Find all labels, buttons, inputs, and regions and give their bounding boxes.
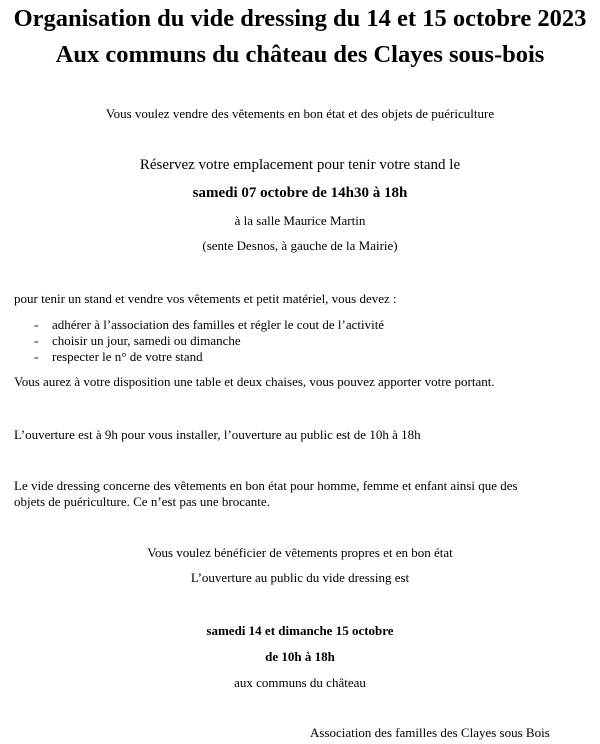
scope-text-line-2: objets de puériculture. Ce n’est pas une brocante.: [14, 494, 270, 509]
list-item-text: adhérer à l’association des familles et régler le cout de l’activité: [52, 317, 385, 332]
public-lead-2: L’ouverture au public du vide dressing est: [190, 570, 410, 585]
reservation-date: samedi 07 octobre de 14h30 à 18h: [192, 185, 408, 201]
bullet-dash: -: [34, 317, 39, 332]
signature: Association des familles des Clayes sous Bois: [310, 725, 550, 740]
bullet-dash: -: [34, 349, 39, 364]
title-line-2: Aux communs du château des Clayes sous-bois: [55, 41, 545, 68]
opening-hours-text: L’ouverture est à 9h pour vous installer, l’ouverture au public est de 10h à 18h: [14, 427, 421, 442]
scope-text-line-1: Le vide dressing concerne des vêtements en bon état pour homme, femme et enfant ainsi que des: [14, 478, 518, 493]
list-item-text: choisir un jour, samedi ou dimanche: [52, 333, 241, 348]
bullet-dash: -: [34, 333, 39, 348]
public-hours: de 10h à 18h: [265, 649, 335, 664]
reservation-place-detail: (sente Desnos, à gauche de la Mairie): [202, 238, 398, 253]
requirements-intro: pour tenir un stand et vendre vos vêtements et petit matériel, vous devez :: [14, 291, 397, 306]
title-line-1: Organisation du vide dressing du 14 et 15 octobre 2023: [13, 5, 587, 32]
reservation-place: à la salle Maurice Martin: [234, 213, 366, 228]
public-location: aux communs du château: [234, 675, 366, 690]
equipment-text: Vous aurez à votre disposition une table et deux chaises, vous pouvez apporter votre portant.: [14, 374, 495, 389]
public-dates: samedi 14 et dimanche 15 octobre: [206, 623, 394, 638]
intro-text: Vous voulez vendre des vêtements en bon état et des objets de puériculture: [105, 106, 495, 121]
list-item-text: respecter le n° de votre stand: [52, 349, 203, 364]
public-lead-1: Vous voulez bénéficier de vêtements propres et en bon état: [147, 545, 453, 560]
reservation-lead: Réservez votre emplacement pour tenir votre stand le: [139, 157, 461, 173]
